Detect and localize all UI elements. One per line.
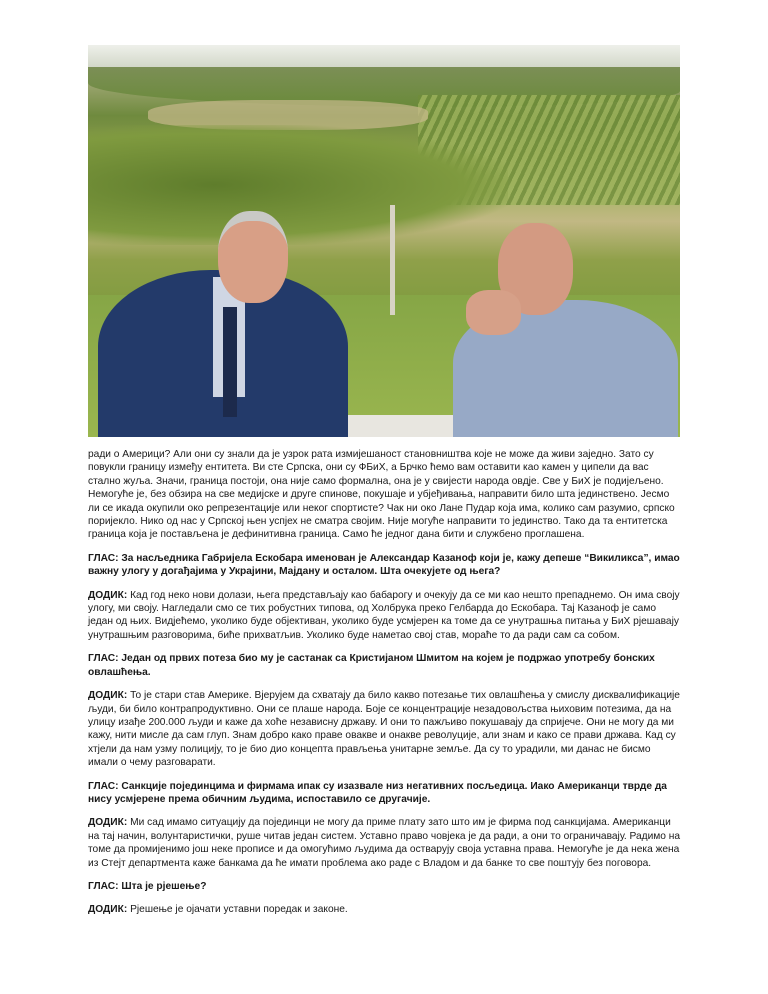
speaker-label: ГЛАС: — [88, 880, 119, 892]
paragraph-question — [88, 880, 682, 893]
paragraph-text: Један од првих потеза био му је састанак са Кристијаном Шмитом на којем је подржао употребу бонских овлашћења. — [88, 653, 655, 678]
photo-trees — [88, 125, 508, 245]
paragraph-answer — [88, 816, 682, 870]
speaker-label: ДОДИК: — [88, 690, 128, 702]
paragraph-question — [88, 652, 682, 679]
photo-pole — [390, 205, 395, 315]
paragraph-text: ради о Америци? Али они су знали да је узрок рата измијешаност становништва које не може да живи заједно. Зато су повукли границу између ентитета. Ви сте Српска, они су ФБиХ, а Брчко ћемо вам оставити као камен у ципели да вас стално жуља. Значи, граница постоји, она није само формална, она је у свијести народа овдје. Све у БиХ је подијељено. Немогуће је, без обзира на све медијске и друге спинове, покушаје и убјеђивања, направити било шта јединствено. Јесмо ли се икада окупили око репрезентације или неког спортисте? Чак ни око Лане Пудар која има, колико сам разумио, српско поријекло. Нико од нас у Српској њен успјех не сматра својим. Није могуће направити то јединство. Тако да та ентитетска граница која је постављена је дефинитивна граница. Само ће једног дана бити и службено проглашена. — [88, 449, 675, 541]
paragraph-question — [88, 780, 682, 807]
paragraph-text: Санкције појединцима и фирмама ипак су изазвале низ негативних посљедица. Иако Американци тврде да нису усмјерене према обичним људима, испоставило се другачије. — [88, 780, 667, 805]
article-body — [88, 448, 682, 927]
paragraph-question — [88, 552, 682, 579]
paragraph-answer — [88, 589, 682, 643]
photo-man-left-head — [218, 211, 288, 303]
paragraph-answer-continued — [88, 448, 682, 542]
speaker-label: ДОДИК: — [88, 589, 128, 601]
speaker-label: ДОДИК: — [88, 904, 128, 916]
speaker-label: ДОДИК: — [88, 817, 128, 829]
speaker-label: ГЛАС: — [88, 780, 119, 792]
speaker-label: ГЛАС: — [88, 552, 119, 564]
paragraph-text: Ми сад имамо ситуацију да појединци не могу да приме плату зато што им је фирма под санкцијама. Американци на тај начин, волунтаристички, руше читав један систем. Уставно право човјека је да ради, а они то ограничавају. Радимо на томе да промијенимо још неке прописе и да омогућимо људима да остварују своја уставна права. Немогуће је да нека жена из Стејт департмента каже банкама да ће имати проблема ако раде с Владом и да банке то све поштују без поговора. — [88, 817, 681, 869]
photo-man-left-tie — [223, 307, 237, 417]
paragraph-text: Шта је рјешење? — [121, 880, 207, 892]
paragraph-text: Кад год неко нови долази, њега представљају као бабарогу и очекују да се ми као нешто препаднемо. Он има своју улогу, ми своју. Нагледали смо се тих робустних типова, од Холбрука преко Гелбарда до Ескобара. Тај Казаноф је само један од њих. Видјећемо, уколико буде објективан, уколико буде усмјерен ка томе да се унутрашња питања у БиХ рјешавају унутрашњим разговорима, биће прихватљив. Уколико буде наметао свој став, мораће то да ради сам са собом. — [88, 589, 680, 641]
paragraph-answer — [88, 903, 682, 916]
paragraph-text: То је стари став Америке. Вјерујем да схватају да било какво потезање тих овлашћења у смислу дисквалификације људи, би било контрапродуктивно. Они се плаше народа. Боје се концентрације незадовољства њиховим потезима, да на улицу изађе 200.000 људи и каже да хоће независну државу. И они то пажљиво покушавају да спријече. Они не могу да ми кажу, нити мисле да сам глуп. Знам добро како праве овакве и онакве револуције, али знам и како се прави држава. Кад су хтјели да нам узму полицију, то је био дио концепта прављења унитарне земље. Да су то урадили, ми данас не бисмо имали о чему разговарати. — [88, 690, 680, 769]
paragraph-answer — [88, 689, 682, 769]
paragraph-text: За насљедника Габријела Ескобара именован је Александар Казаноф који је, кажу депеше “Викиликса”, имао важну улогу у догађајима у Украјини, Мајдану и осталом. Шта очекујете од њега? — [88, 552, 680, 578]
paragraph-text: Рјешење је ојачати уставни поредак и законе. — [130, 904, 348, 916]
photo-man-right-hands — [466, 290, 521, 335]
article-photo — [88, 45, 680, 437]
speaker-label: ГЛАС: — [88, 653, 119, 665]
